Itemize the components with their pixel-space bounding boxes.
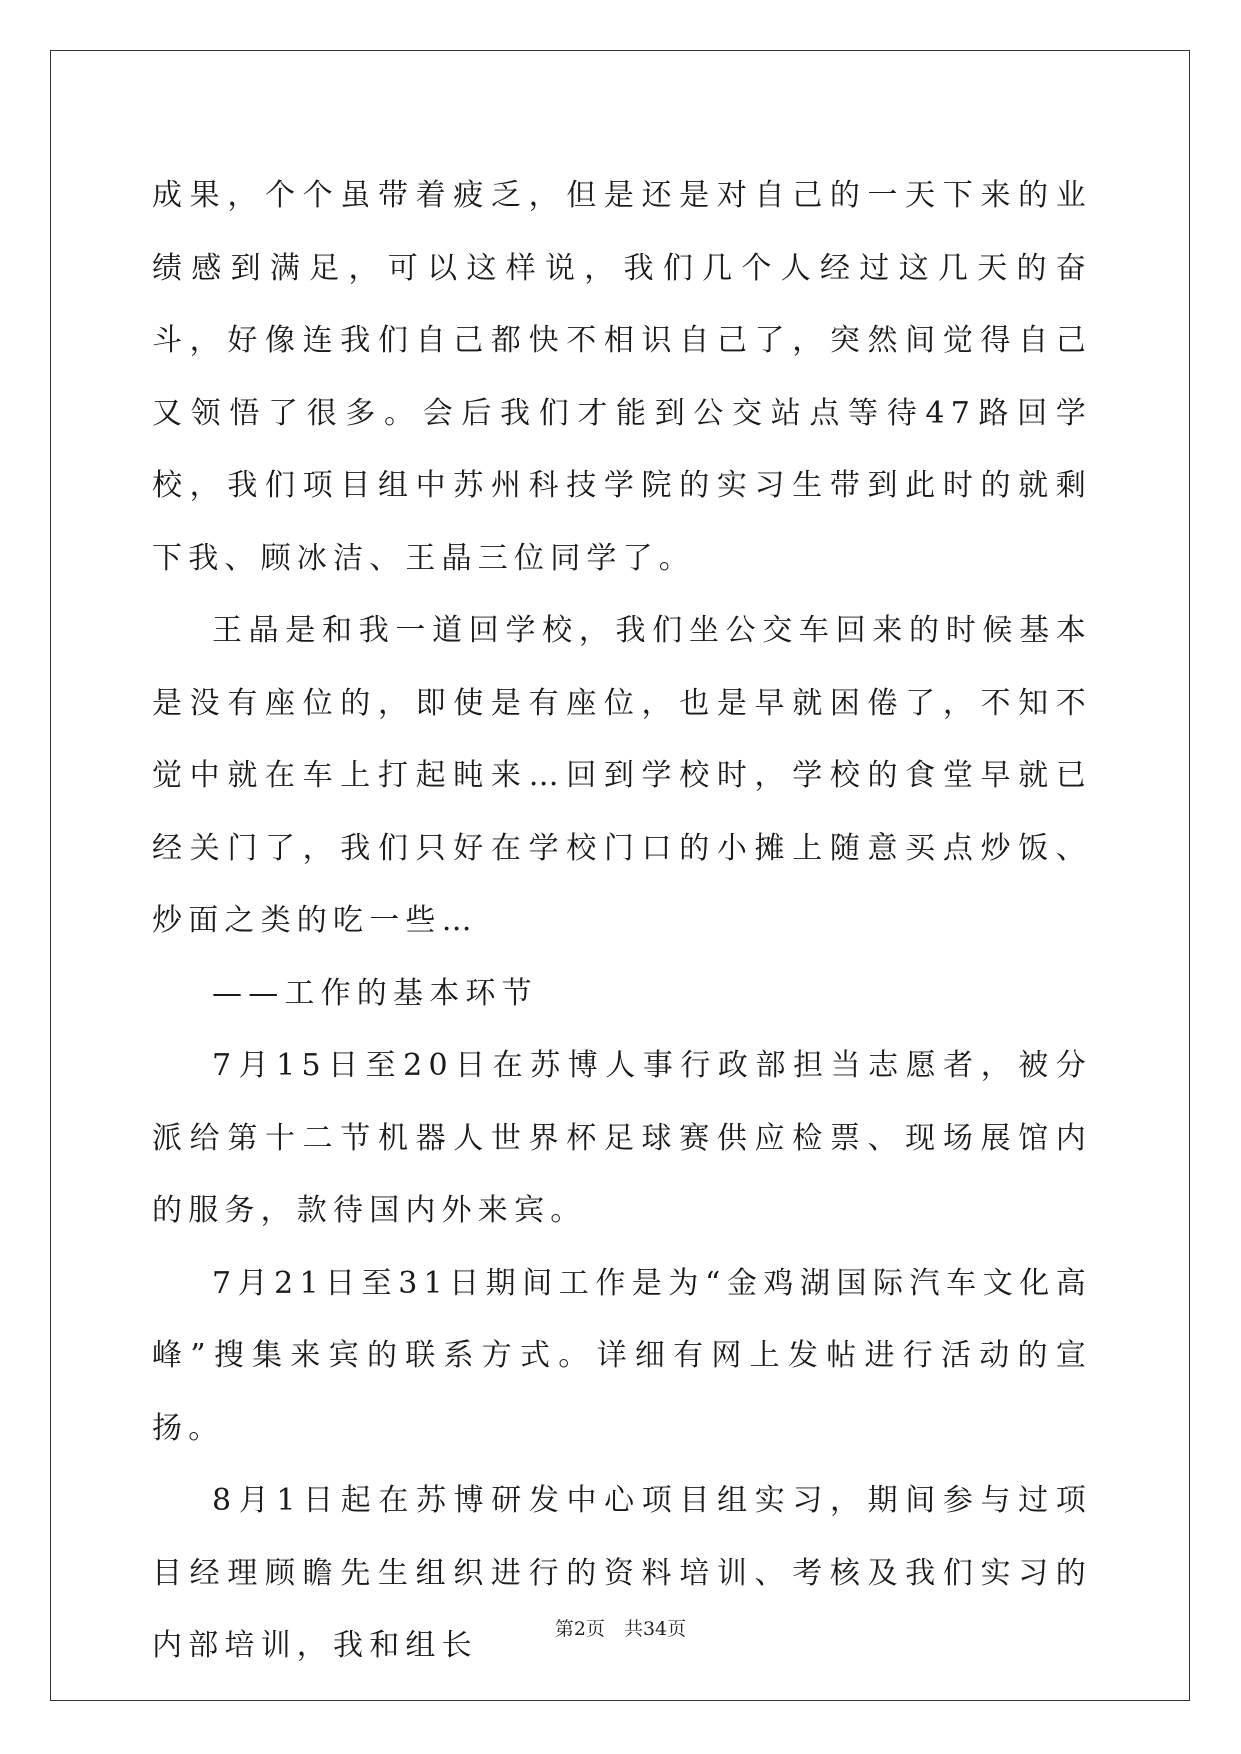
paragraph-5: 8月1日起在苏博研发中心项目组实习，期间参与过项目经理顾瞻先生组织进行的资料培训、考核及我们实习的内部培训，我和组长 — [152, 1483, 1092, 1663]
paragraph-4: 7月21日至31日期间工作是为“金鸡湖国际汽车文化高峰”搜集来宾的联系方式。详细有网上发帖进行活动的宣扬。 — [152, 1265, 1092, 1446]
paragraph-2: 王晶是和我一道回学校，我们坐公交车回来的时候基本是没有座位的，即使是有座位，也是早就困倦了，不知不觉中就在车上打起盹来…回到学校时，学校的食堂早就已经关门了，我们只好在学校门口的小摊上随意买点炒饭、炒面之类的吃一些… — [152, 613, 1092, 938]
paragraph-1: 成果，个个虽带着疲乏，但是还是对自己的一天下来的业绩感到满足，可以这样说，我们几个人经过这几天的奋斗，好像连我们自己都快不相识自己了，突然间觉得自己又领悟了很多。会后我们才能到公交站点等待47路回学校，我们项目组中苏州科技学院的实习生带到此时的就剩下我、顾冰洁、王晶三位同学了。 — [152, 178, 1092, 576]
section-heading: ——工作的基本环节 — [212, 975, 538, 1011]
paragraph-3: 7月15日至20日在苏博人事行政部担当志愿者，被分派给第十二节机器人世界杯足球赛供应检票、现场展馆内的服务，款待国内外来宾。 — [152, 1048, 1092, 1228]
page-number-footer: 第2页 共34页 — [554, 1618, 687, 1640]
document-body — [152, 160, 1092, 1683]
